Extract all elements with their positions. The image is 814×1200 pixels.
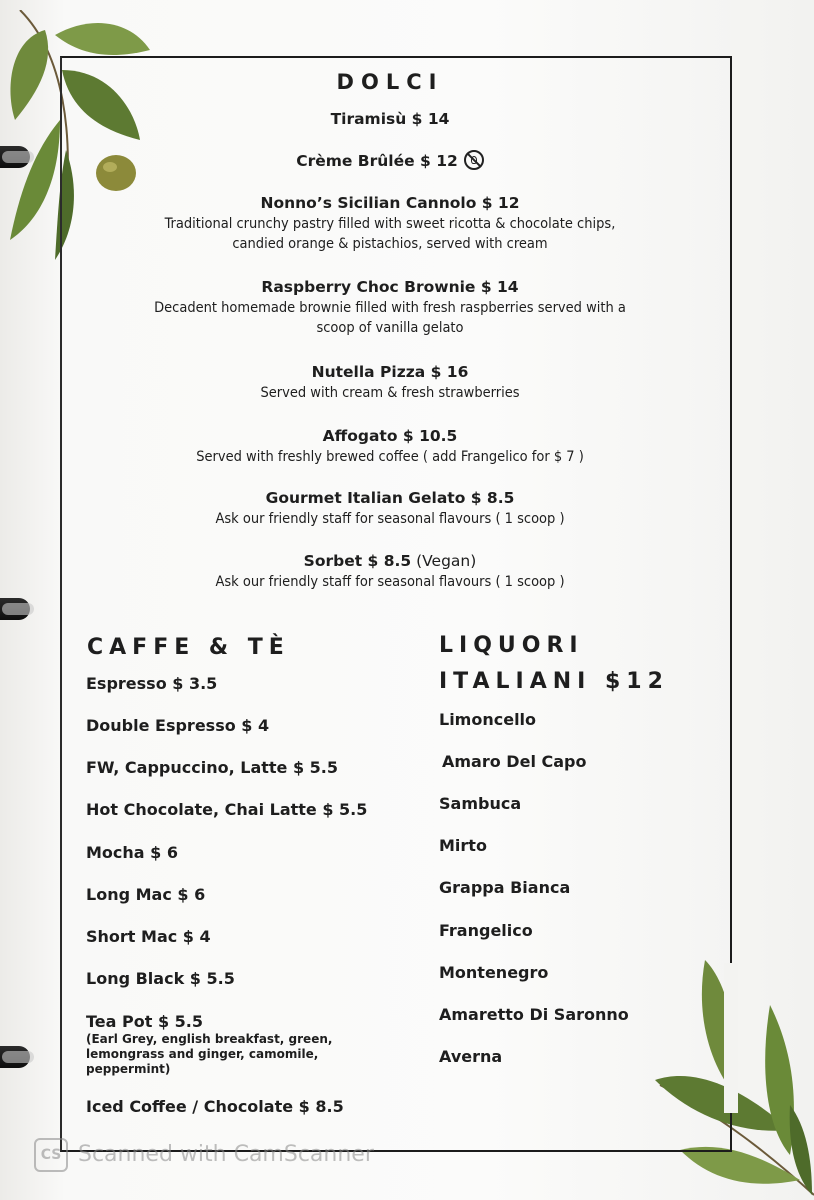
liquori-item: Averna [439,1047,503,1066]
item-title: Affogato $ 10.5 [322,427,458,445]
dolci-item-tiramisu [60,109,720,130]
liquori-item: Mirto [439,836,487,855]
liquori-item: Limoncello [439,710,537,729]
dolci-item-gelato [60,488,720,529]
item-description: Traditional crunchy pastry filled with sweet ricotta & chocolate chips, [164,216,616,232]
item-title: Tiramisù $ 14 [330,110,450,128]
caffe-item: Tea Pot $ 5.5 [86,1012,203,1031]
liquori-item: Grappa Bianca [439,878,571,897]
item-description: Ask our friendly staff for seasonal flavours ( 1 scoop ) [215,511,565,527]
caffe-item: Short Mac $ 4 [86,927,211,946]
caffe-item: Hot Chocolate, Chai Latte $ 5.5 [86,800,368,819]
item-title [60,150,720,172]
dolci-item-affogato [60,426,720,467]
liquori-item: Amaro Del Capo [442,752,587,771]
item-description: Decadent homemade brownie filled with fresh raspberries served with a [154,300,626,316]
item-description: candied orange & pistachios, served with cream [232,236,548,252]
watermark-text: Scanned with CamScanner [78,1142,374,1167]
liquori-item: Sambuca [439,794,522,813]
liquori-item: Amaretto Di Saronno [439,1005,629,1024]
liquori-heading-line1: LIQUORI [439,633,584,658]
dolci-heading: DOLCI [336,70,444,94]
liquori-heading-line2: ITALIANI $12 [439,669,669,694]
liquori-item: Montenegro [439,963,549,982]
caffe-item: Mocha $ 6 [86,843,178,862]
liquori-item: Frangelico [439,921,533,940]
item-description: Served with freshly brewed coffee ( add Frangelico for $ 7 ) [196,449,584,465]
binder-ring-icon [0,598,30,620]
caffe-item: Iced Coffee / Chocolate $ 8.5 [86,1097,344,1116]
binder-ring-icon [0,1046,30,1068]
frame-gap [724,963,738,1113]
caffe-item: Long Black $ 5.5 [86,969,235,988]
binder-ring-icon [0,146,30,168]
caffe-heading: CAFFE & TÈ [87,635,290,660]
item-title: Raspberry Choc Brownie $ 14 [261,278,519,296]
item-title [60,551,720,572]
item-description: Served with cream & fresh strawberries [260,385,520,401]
dolci-item-sorbet [60,551,720,592]
item-description: scoop of vanilla gelato [316,320,464,336]
item-title: Nutella Pizza $ 16 [311,363,469,381]
item-title: Gourmet Italian Gelato $ 8.5 [265,489,515,507]
item-title-text: Crème Brûlée $ 12 [296,152,458,170]
item-description: Ask our friendly staff for seasonal flavours ( 1 scoop ) [215,574,565,590]
camscanner-logo-icon: CS [34,1138,68,1172]
dolci-item-brownie [60,277,720,338]
item-title: Nonno’s Sicilian Cannolo $ 12 [260,194,520,212]
dolci-item-nutella-pizza [60,362,720,403]
dolci-item-creme-brulee [60,150,720,172]
vegan-label: (Vegan) [411,552,477,570]
item-title-text: Sorbet $ 8.5 [303,552,412,570]
caffe-item: Espresso $ 3.5 [86,674,218,693]
caffe-item: Long Mac $ 6 [86,885,206,904]
camscanner-watermark [34,1136,594,1174]
tea-varieties-note: (Earl Grey, english breakfast, green, lemongrass and ginger, camomile, peppermint) [86,1032,333,1076]
caffe-item: Double Espresso $ 4 [86,716,270,735]
caffe-item: FW, Cappuccino, Latte $ 5.5 [86,758,338,777]
gluten-free-icon [464,150,484,170]
dolci-item-cannolo [60,193,720,254]
